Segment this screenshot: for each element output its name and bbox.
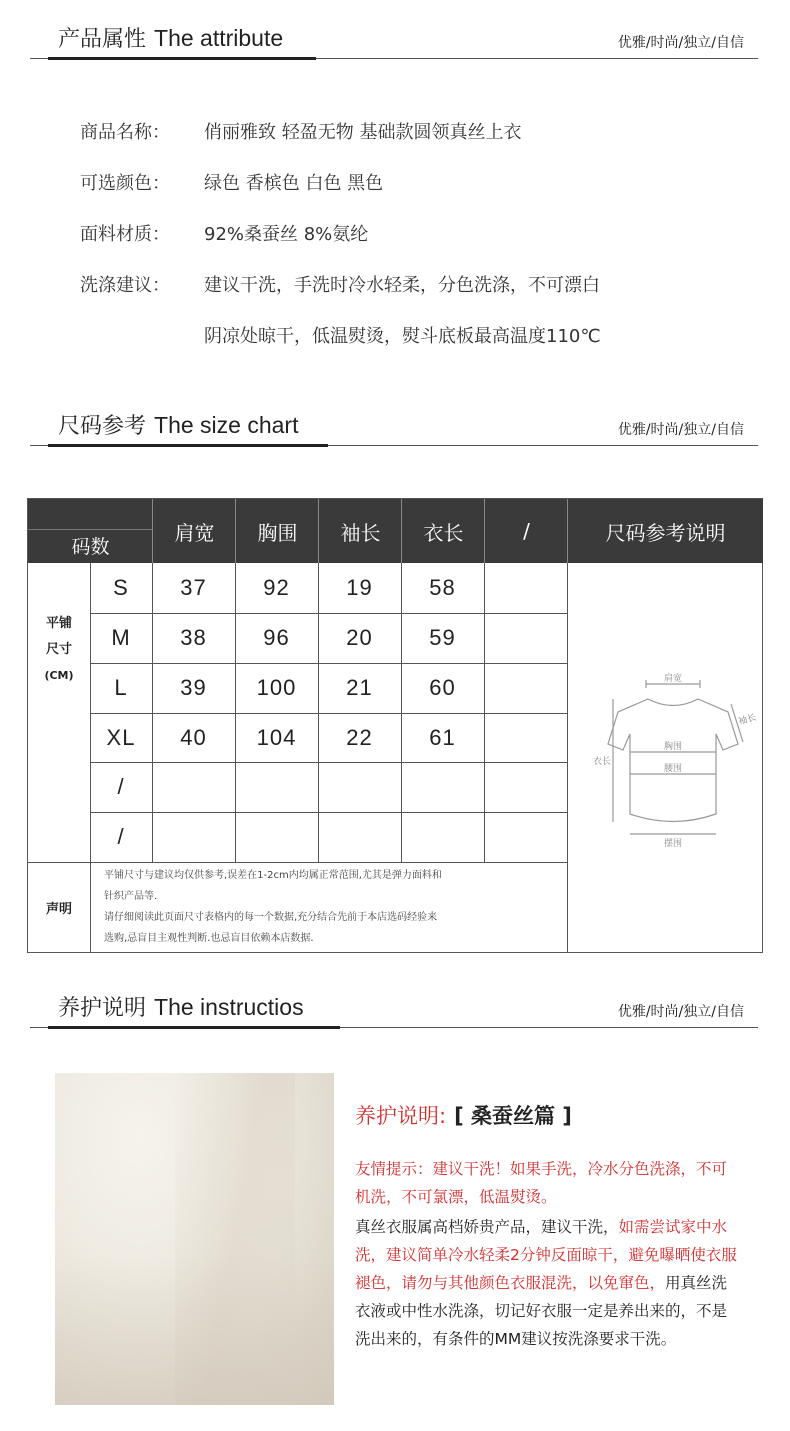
disclaimer-text [104,865,564,949]
table-cell: 21 [346,675,373,700]
attr-label: 商品名称： [80,122,170,143]
grid-line [401,499,402,563]
size-cell: S [113,575,129,600]
table-cell: 19 [346,575,373,600]
header-underline-bar [48,444,328,447]
diagram-label-chest: 胸围 [663,742,683,752]
size-cell: M [111,625,131,650]
disclaimer-line: 针织产品等. [104,891,158,902]
disclaimer-line: 请仔细阅读此页面尺寸表格内的每一个数据,充分结合先前于本店选码经验来 [104,912,438,923]
attribute-section-header [0,22,790,62]
attr-label: 可选颜色： [80,173,170,194]
size-title-en: The size chart [154,412,299,438]
header-shoulder: 肩宽 [153,499,236,563]
grid-line [567,499,568,563]
diagram-label-shoulder: 肩宽 [663,674,683,684]
header-length: 衣长 [402,499,485,563]
attr-value: 92%桑蚕丝 8%氨纶 [204,224,369,245]
grid-line [567,563,568,953]
size-cell: / [117,774,125,799]
table-cell: 100 [256,675,297,700]
attribute-title-en: The attribute [154,25,284,51]
table-cell: 20 [346,625,373,650]
table-cell: 58 [429,575,456,600]
grid-line [28,862,568,863]
care-section-header [0,991,790,1031]
grid-line [318,499,319,563]
silk-fabric-image [55,1073,334,1405]
size-section-header [0,409,790,449]
side-label-line: 尺寸 [45,642,72,657]
grid-line [484,499,485,563]
care-tip [355,1155,740,1211]
size-cell: / [117,824,125,849]
disclaimer-label: 声明 [45,901,72,917]
table-cell: 92 [263,575,290,600]
table-cell: 59 [429,625,456,650]
care-heading-red: 养护说明: [355,1104,447,1128]
care-title-en: The instructios [154,994,304,1020]
shirt-outline [608,699,738,822]
size-title-cn: 尺码参考 [58,414,147,439]
table-cell: 40 [180,724,207,750]
header-underline-bar [48,1026,340,1029]
grid-line [152,499,153,563]
diagram-label-waist: 腰围 [663,764,683,774]
side-label-line: 平铺 [45,616,72,631]
table-cell: 96 [263,625,290,650]
header-blank: / [485,499,568,563]
side-label-line: (CM) [44,669,74,682]
size-col-header: 码数 [28,499,153,563]
care-body-text: 用真丝洗衣液或中性水洗涤，切记好衣服一定是养出来的，不是洗出来的，有条件的MM建议按洗涤要求干洗。 [355,1274,728,1348]
attr-value: 俏丽雅致 轻盈无物 基础款圆领真丝上衣 [204,122,522,143]
attr-label: 洗涤建议： [80,275,170,296]
grid-line [90,812,568,813]
table-cell: 60 [429,675,456,700]
attr-value: 绿色 香槟色 白色 黑色 [204,173,384,194]
attr-value: 阴凉处晾干，低温熨烫，熨斗底板最高温度110℃ [204,326,601,347]
care-body-text: 真丝衣服属高档娇贵产品，建议干洗， [355,1218,619,1236]
grid-line [90,762,568,763]
slogan-tag: 优雅/时尚/独立/自信 [617,422,744,438]
grid-line [235,499,236,563]
header-sleeve: 袖长 [319,499,402,563]
size-title [58,409,298,440]
slogan-tag: 优雅/时尚/独立/自信 [617,35,744,51]
table-cell: 38 [180,625,207,650]
table-cell: 61 [429,724,456,750]
care-tip-text: 友情提示：建议干洗！如果手洗，冷水分色洗涤，不可机洗，不可氯漂，低温熨烫。 [355,1160,728,1206]
attribute-title-cn: 产品属性 [58,27,147,52]
care-body-red: 如需尝试家中水洗，建议简单冷水轻柔2分钟反面晾干，避免曝晒使衣服褪色，请勿与其他颜色衣服混洗，以免窜色， [355,1218,737,1292]
grid-line [90,862,91,953]
attr-value: 建议干洗，手洗时冷水轻柔，分色洗涤，不可漂白 [204,275,600,296]
size-cell: L [114,675,128,700]
care-heading-black: [ 桑蚕丝篇 ] [454,1104,572,1128]
size-table [27,498,763,953]
disclaimer-line: 平铺尺寸与建议均仅供参考,误差在1-2cm内均属正常范围,尤其是弹力面料和 [104,870,442,881]
size-cell: XL [106,724,136,750]
header-split-line [28,529,153,530]
diagram-label-length: 衣长 [592,757,612,767]
care-title [58,991,304,1022]
table-cell: 37 [180,575,207,600]
header-chest: 胸围 [236,499,319,563]
care-heading [355,1100,572,1130]
flat-size-label [28,611,90,689]
slogan-tag: 优雅/时尚/独立/自信 [617,1004,744,1020]
care-title-cn: 养护说明 [58,996,147,1021]
diagram-label-hem: 摆围 [663,839,683,849]
header-size-reference: 尺码参考说明 [568,499,763,563]
fabric-shadow [55,1253,334,1405]
table-cell: 104 [256,724,297,750]
disclaimer-line: 选购,忌盲目主观性判断.也忌盲目依赖本店数据. [104,933,314,944]
care-body [355,1213,740,1353]
table-cell: 22 [346,724,373,750]
diagram-label-sleeve: 袖长 [737,712,758,728]
header-underline-bar [48,57,316,60]
attribute-title [58,22,283,53]
shirt-measure-diagram [588,664,758,854]
table-cell: 39 [180,675,207,700]
attr-label: 面料材质： [80,224,170,245]
